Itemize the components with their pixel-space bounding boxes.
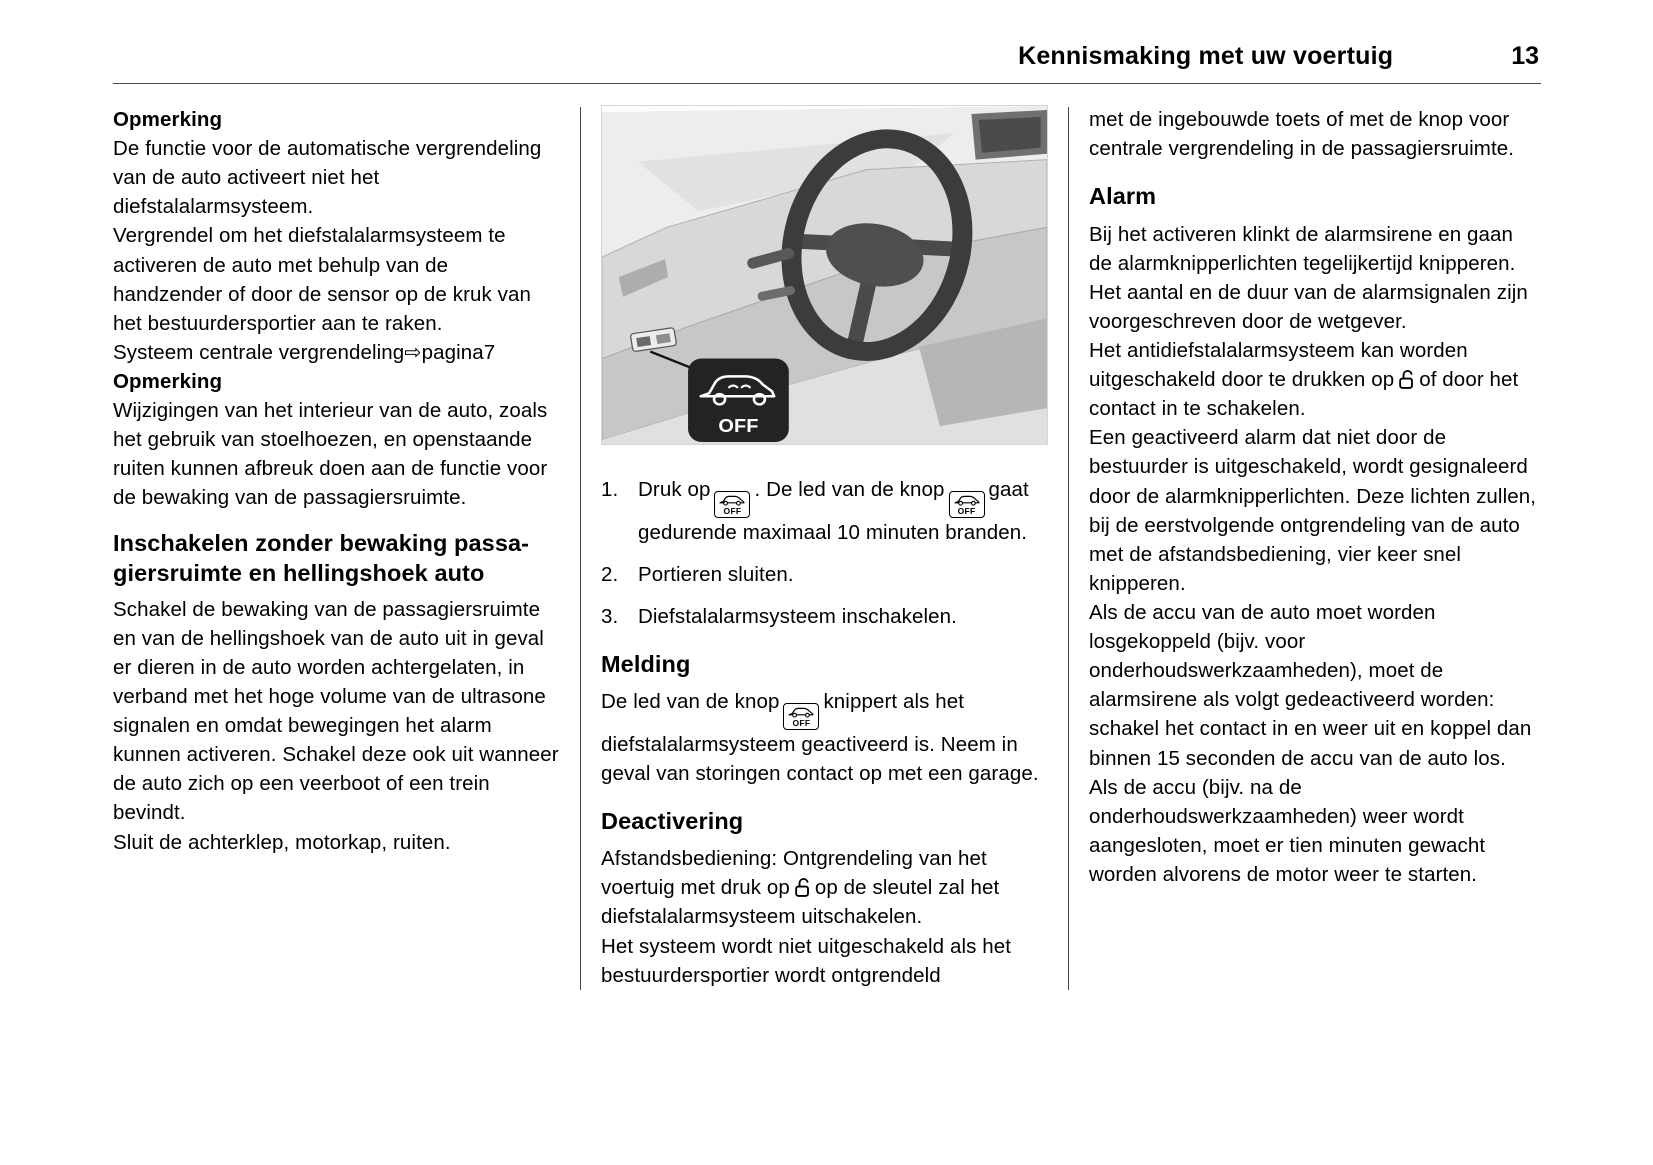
text-segment: of door het contact in te schakelen. — [1089, 368, 1519, 421]
paragraph — [113, 338, 560, 367]
step-text: Portieren sluiten. — [638, 562, 794, 586]
note-label: Opmerking — [113, 108, 223, 131]
paragraph: Een geactiveerd alarm dat niet door de bestuurder is uitgeschakeld, wordt gesignaleerd door de alarmknipperlichten. Deze lichten zullen, bij de eerstvolgende ontgrendeling van de auto met de afstandsbediening, vier keer snel knipperen. — [1089, 426, 1537, 595]
paragraph: Vergrendel om het diefstalalarmsysteem te activeren de auto met behulp van de handzender of door de sensor op de kruk van het bestuurdersportier aan te raken. — [113, 224, 531, 335]
paragraph: Als de accu van de auto moet worden losgekoppeld (bijv. voor onderhoudswerkzaamheden), moet de alarmsirene als volgt gedeactiveerd worden: schakel het contact in en weer uit en koppel dan binnen 15 seconden de accu van de auto los. — [1089, 601, 1532, 770]
paragraph: Schakel de bewaking van de passagiersruimte en van de hellingshoek van de auto uit in geval er dieren in de auto worden achtergelaten, in verband met het hoge volume van de ultrasone signalen en omdat bewegingen het alarm kunnen activeren. Schakel deze ook uit wanneer de auto zich op een veerboot of een trein bevindt. — [113, 597, 559, 825]
padlock-open-glyph — [794, 876, 811, 898]
text-segment: Het antidiefstalalarmsysteem kan worden uitgeschakeld door te drukken op — [1089, 339, 1468, 392]
text-segment: op de sleutel zal het diefstalalarmsysteem uitschakelen. — [601, 876, 1000, 929]
off-label: OFF — [723, 506, 742, 516]
step-item — [601, 475, 1048, 547]
column-divider — [580, 107, 581, 990]
page-reference-link[interactable]: ⇨pagina7 — [404, 340, 496, 364]
paragraph — [601, 844, 1048, 931]
deactivering-heading: Deactivering — [601, 807, 744, 834]
unlock-icon — [1398, 368, 1415, 390]
off-label: OFF — [957, 506, 976, 516]
paragraph: Het systeem wordt niet uitgeschakeld als het bestuurdersportier wordt ontgrendeld — [601, 934, 1012, 987]
car-alarm-off-button-icon — [714, 491, 750, 518]
melding-heading: Melding — [601, 650, 691, 677]
step-number: 1. — [601, 478, 619, 501]
car-icon — [718, 494, 746, 506]
step-text: Diefstalalarmsysteem inschakelen. — [638, 604, 957, 628]
text-segment: gaat gedurende maximaal 10 minuten branden. — [638, 478, 1029, 544]
page-header — [113, 36, 1541, 84]
text-segment: . De led van de knop — [754, 478, 945, 501]
paragraph — [601, 687, 1048, 788]
car-icon — [787, 706, 815, 718]
paragraph: De functie voor de automatische vergrendeling van de auto activeert niet het diefstalalarmsysteem. — [113, 137, 542, 219]
callout-off-label: OFF — [718, 415, 759, 437]
note-label: Opmerking — [113, 369, 223, 393]
chapter-title: Kennismaking met uw voertuig — [1018, 42, 1394, 70]
right-column — [1089, 105, 1541, 889]
paragraph — [1089, 336, 1541, 423]
step-item — [601, 602, 1048, 631]
paragraph: met de ingebouwde toets of met de knop voor centrale vergrendeling in de passagiersruimte. — [1089, 108, 1515, 161]
car-interior-illustration — [601, 105, 1048, 445]
off-button-callout — [688, 359, 789, 443]
paragraph: Bij het activeren klinkt de alarmsirene en gaan de alarmknipperlichten tegelijkertijd knipperen. Het aantal en de duur van de alarmsignalen zijn voorgeschreven door de wetgever. — [1089, 222, 1528, 333]
car-alarm-off-button-icon — [783, 703, 819, 730]
step-number: 2. — [601, 562, 619, 586]
paragraph: Wijzigingen van het interieur van de auto, zoals het gebruik van stoelhoezen, en openstaande ruiten kunnen afbreuk doen aan de functie voor de bewaking van de passagiersruimte. — [113, 399, 548, 510]
unlock-icon — [794, 876, 811, 898]
text-segment: De led van de knop — [601, 690, 780, 714]
page-number: 13 — [1511, 42, 1539, 70]
off-label: OFF — [792, 718, 811, 729]
text-segment: knippert als het diefstalalarmsysteem geactiveerd is. Neem in geval van storingen contact op met een garage. — [601, 690, 1039, 785]
padlock-open-glyph — [1398, 368, 1415, 390]
middle-column — [601, 105, 1048, 990]
paragraph: Sluit de achterklep, motorkap, ruiten. — [113, 830, 451, 854]
left-column — [113, 105, 560, 857]
alarm-heading: Alarm — [1089, 183, 1157, 210]
text-segment: Afstandsbediening: Ontgrendeling van het voertuig met druk op — [601, 847, 987, 900]
paragraph: Als de accu (bijv. na de onderhoudswerkzaamheden) weer wordt aangesloten, moet er tien minuten gewacht worden alvorens de motor weer te starten. — [1089, 775, 1486, 886]
step-number: 3. — [601, 604, 619, 628]
text-segment: Druk op — [638, 478, 711, 501]
step-text — [638, 475, 1048, 547]
steps-list — [601, 475, 1048, 631]
car-alarm-off-button-icon — [949, 491, 985, 518]
section-heading: Inschakelen zonder bewaking passa-giersruimte en hellingshoek auto — [113, 529, 530, 586]
crossref-text: Systeem centrale vergrendeling — [113, 340, 405, 364]
car-icon — [953, 494, 981, 506]
display-screen-inner — [979, 117, 1041, 153]
content-columns — [113, 105, 1541, 990]
column-divider — [1068, 107, 1069, 990]
step-item — [601, 560, 1048, 589]
